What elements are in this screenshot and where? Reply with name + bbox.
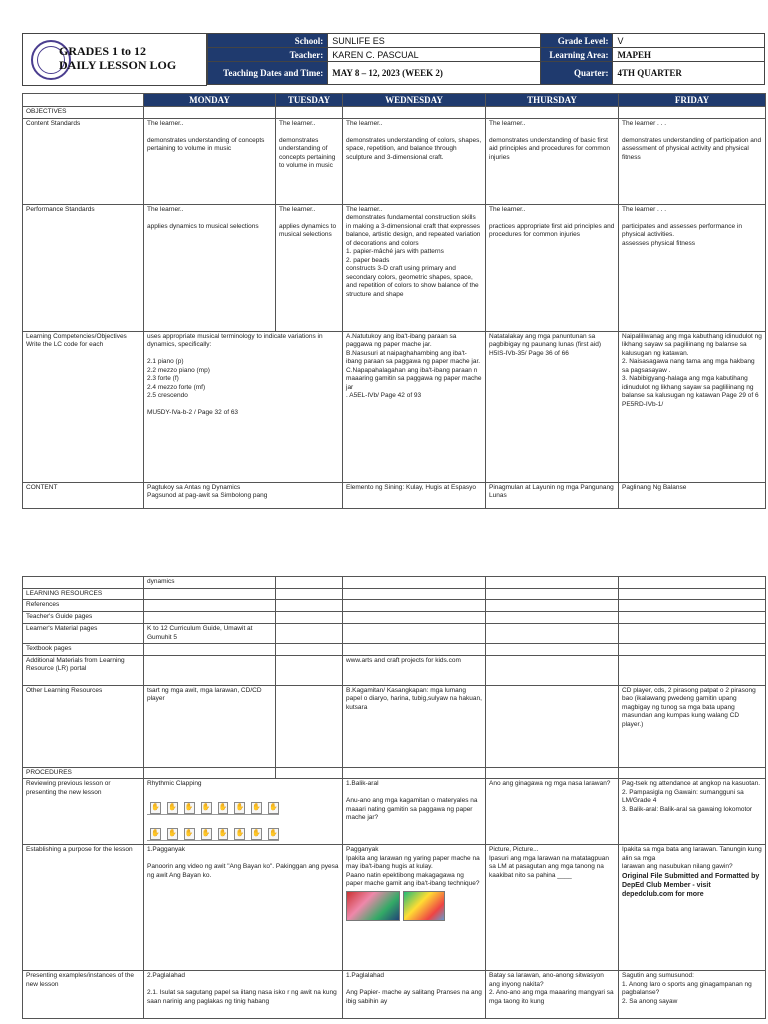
- reviewing-wednesday: 1.Balik-aral Anu-ano ang mga kagamitan o materyales na maaari nating gamitin sa paggawa ng paper mache jar?: [343, 779, 486, 845]
- content-standards-thursday: The learner.. demonstrates understanding of basic first aid principles and procedures for common injuries: [486, 118, 619, 204]
- hand-clap-icon: ✋: [150, 802, 161, 814]
- performance-standards-tuesday: The learner.. applies dynamics to musical selections: [276, 204, 343, 331]
- grade-value: V: [613, 34, 765, 48]
- area-value: MAPEH: [613, 48, 765, 62]
- reviewing-thursday: Ano ang ginagawa ng mga nasa larawan?: [486, 779, 619, 845]
- performance-standards-thursday: The learner.. practices appropriate first aid principles and procedures for common injuries: [486, 204, 619, 331]
- content-standards-wednesday: The learner.. demonstrates understanding of colors, shapes, space, repetition, and balance through sculpture and 3-dimensional craft.: [343, 118, 486, 204]
- performance-standards-friday: The learner . . . participates and assesses performance in physical activities. assesses physical fitness: [619, 204, 766, 331]
- hand-clap-icon: ✋: [268, 802, 279, 814]
- header: [22, 33, 765, 86]
- additional-materials-label: Additional Materials from Learning Resource (LR) portal: [23, 655, 144, 685]
- hand-clap-icon: ✋: [234, 828, 245, 840]
- depedclub-notice: Original File Submitted and Formatted by DepEd Club Member - visit depedclub.com for more: [622, 872, 760, 898]
- rhythm-row: [147, 792, 279, 815]
- rhythm-notation-image: [147, 792, 279, 840]
- content-friday: Paglinang Ng Balanse: [619, 482, 766, 508]
- hand-clap-icon: ✋: [218, 828, 229, 840]
- page-two: [0, 576, 768, 1024]
- performance-standards-wednesday: The learner.. demonstrates fundamental construction skills in making a 3-dimensional craft that expresses balance, artistic design, and repeated variation of decorations and colors 1. papier-mâché jars with patterns 2. paper beads constructs 3-D craft using primary and secondary colors, geometric shapes, space, and repetition of colors to show balance of the structure and shape: [343, 204, 486, 331]
- learners-material-monday: K to 12 Curriculum Guide, Umawit at Gumuhit 5: [144, 624, 276, 644]
- content-standards-monday: The learner.. demonstrates understanding of concepts pertaining to volume in music: [144, 118, 276, 204]
- header-info-table: [207, 33, 765, 85]
- day-header-thursday: THURSDAY: [486, 94, 619, 107]
- reviewing-friday: Pag-tsek ng attendance at angkop na kasuotan. 2. Pampasigla ng Gawain: sumangguni sa LM/Grade 4 3. Balik-aral: Balik-aral sa gawaing lokomotor: [619, 779, 766, 845]
- dll-grid-page1: [22, 93, 766, 509]
- hand-clap-icon: ✋: [218, 802, 229, 814]
- performance-standards-monday: The learner.. applies dynamics to musical selections: [144, 204, 276, 331]
- day-header-tuesday: TUESDAY: [276, 94, 343, 107]
- quarter-label: Quarter:: [541, 62, 613, 85]
- references-label: References: [23, 600, 144, 612]
- purpose-friday-text: Ipakita sa mga bata ang larawan. Tanungin kung alin sa mga larawan ang nasubukan nilang gawin?: [622, 846, 762, 870]
- competencies-monday-tuesday: uses appropriate musical terminology to indicate variations in dynamics, specifically: 2.1 piano (p) 2.2 mezzo piano (mp) 2.3 forte (f) 2.4 mezzo forte (mf) 2.5 crescendo MU5DY-IVa-b-2 / Page 32 of 63: [144, 331, 343, 482]
- day-header-friday: FRIDAY: [619, 94, 766, 107]
- purpose-monday: 1.Pagganyak Panoorin ang video ng awit "Ang Bayan ko". Pakinggan ang pyesa ng awit Ang Bayan ko.: [144, 845, 343, 971]
- textbook-label: Textbook pages: [23, 644, 144, 656]
- content-wednesday: Elemento ng Sining: Kulay, Hugis at Espasyo: [343, 482, 486, 508]
- hand-clap-icon: ✋: [251, 802, 262, 814]
- quarter-value: 4TH QUARTER: [613, 62, 765, 85]
- other-resources-friday: CD player, cds, 2 pirasong patpat o 2 pirasong bao (ikalawang pwedeng gamitin upang magbigay ng tunog sa mga bata upang masundan ang kumpas kung walang CD player.): [619, 685, 766, 767]
- content-continued: dynamics: [144, 577, 276, 589]
- dates-label: Teaching Dates and Time:: [208, 62, 328, 85]
- procedures-heading: PROCEDURES: [23, 767, 144, 779]
- purpose-friday: [619, 845, 766, 971]
- area-label: Learning Area:: [541, 48, 613, 62]
- paper-mache-jar-image: [403, 891, 445, 921]
- dates-value: MAY 8 – 12, 2023 (WEEK 2): [328, 62, 541, 85]
- hand-clap-icon: ✋: [268, 828, 279, 840]
- hand-clap-icon: ✋: [184, 828, 195, 840]
- grade-label: Grade Level:: [541, 34, 613, 48]
- purpose-thursday: Picture, Picture... Ipasuri ang mga larawan na matatagpuan sa LM at pasagutan ang mga tanong na kaakibat nito sa pahina ____: [486, 845, 619, 971]
- paper-mache-bowl-image: [346, 891, 400, 921]
- hand-clap-icon: ✋: [150, 828, 161, 840]
- content-standards-tuesday: The learner.. demonstrates understanding of concepts pertaining to volume in music: [276, 118, 343, 204]
- school-value: SUNLIFE ES: [328, 34, 541, 48]
- hand-clap-icon: ✋: [201, 802, 212, 814]
- deped-logo-box: [22, 33, 207, 86]
- hand-clap-icon: ✋: [167, 828, 178, 840]
- other-resources-monday: tsart ng mga awit, mga larawan, CD/CD player: [144, 685, 276, 767]
- hand-clap-icon: ✋: [251, 828, 262, 840]
- objectives-heading: OBJECTIVES: [23, 107, 144, 119]
- rhythmic-clapping-title: Rhythmic Clapping: [147, 780, 202, 787]
- learners-material-label: Learner's Material pages: [23, 624, 144, 644]
- hand-clap-icon: ✋: [234, 802, 245, 814]
- content-monday-tuesday: Pagtukoy sa Antas ng Dynamics Pagsunod at pag-awit sa Simbolong pang: [144, 482, 343, 508]
- hand-clap-icon: ✋: [167, 802, 178, 814]
- other-resources-wednesday: B.Kagamitan/ Kasangkapan: mga lumang papel o diaryo, harina, tubig,sulyaw na hakuan, kutsara: [343, 685, 486, 767]
- day-header-wednesday: WEDNESDAY: [343, 94, 486, 107]
- additional-materials-wednesday: www.arts and craft projects for kids.com: [343, 655, 486, 685]
- content-label: CONTENT: [23, 482, 144, 508]
- logo-title: GRADES 1 to 12: [59, 44, 147, 58]
- teachers-guide-label: Teacher's Guide pages: [23, 612, 144, 624]
- presenting-thursday: Batay sa larawan, ano-anong sitwasyon ang inyong nakita? 2. Ano-ano ang mga maaaring mangyari sa mga taong ito kung: [486, 971, 619, 1019]
- content-standards-label: Content Standards: [23, 118, 144, 204]
- rhythm-row: [147, 818, 279, 841]
- presenting-monday: 2.Paglalahad 2.1. Isulat sa sagutang papel sa iitang nasa isko r ng awit na kung saan narinig ang paglakas ng tinig habang: [144, 971, 343, 1019]
- performance-standards-label: Performance Standards: [23, 204, 144, 331]
- learning-resources-heading: LEARNING RESOURCES: [23, 588, 144, 600]
- presenting-wednesday: 1.Paglalahad Ang Papier- mache ay salitang Pranses na ang ibig sabihin ay: [343, 971, 486, 1019]
- other-resources-label: Other Learning Resources: [23, 685, 144, 767]
- reviewing-label: Reviewing previous lesson or presenting the new lesson: [23, 779, 144, 845]
- reviewing-monday: [144, 779, 343, 845]
- competencies-friday: Naipaliliwanag ang mga kabuthang idinudulot ng likhang sayaw sa pagiliinang ng balanse sa kalusugan ng katawan. 2. Naisasagawa nang tama ang mga hakbang sa pagsasayaw . 3. Nabibigyang-halaga ang mga kabutihang idinudulot ng likhang sayaw sa pagliliinang ng balanse sa kalusugan ng katawan Page 29 of 6 PE5RD-IVb-1/: [619, 331, 766, 482]
- page-gap: [0, 540, 768, 576]
- paper-mache-photos: [346, 891, 482, 921]
- presenting-friday: Sagutin ang sumusunod: 1. Anong laro o sports ang ginagampanan ng pagbalanse? 2. Sa anong sayaw: [619, 971, 766, 1019]
- dll-grid-page2: [22, 576, 766, 1019]
- presenting-label: Presenting examples/instances of the new lesson: [23, 971, 144, 1019]
- teacher-label: Teacher:: [208, 48, 328, 62]
- content-thursday: Pinagmulan at Layunin ng mga Pangunang Lunas: [486, 482, 619, 508]
- school-label: School:: [208, 34, 328, 48]
- competencies-thursday: Natatalakay ang mga panuntunan sa pagbibigay ng paunang lunas (first aid) H5IS-IVb-35/ Page 36 of 66: [486, 331, 619, 482]
- competencies-label: Learning Competencies/Objectives Write the LC code for each: [23, 331, 144, 482]
- purpose-wednesday-text: Pagganyak Ipakita ang larawan ng yaring paper mache na may iba't-ibang hugis at kulay. Paano natin epektibong makagagawa ng paper mache gamit ang iba't-ibang technique?: [346, 846, 480, 887]
- purpose-wednesday: [343, 845, 486, 971]
- day-header-monday: MONDAY: [144, 94, 276, 107]
- logo-subtitle: DAILY LESSON LOG: [59, 58, 177, 72]
- purpose-label: Establishing a purpose for the lesson: [23, 845, 144, 971]
- hand-clap-icon: ✋: [201, 828, 212, 840]
- hand-clap-icon: ✋: [184, 802, 195, 814]
- teacher-value: KAREN C. PASCUAL: [328, 48, 541, 62]
- competencies-wednesday: A.Natutukoy ang iba't-ibang paraan sa paggawa ng paper mache jar. B.Nasusuri at naipaghahambing ang iba't-ibang paraan sa paggawa ng paper mache jar. C.Napapahalagahan ang iba't-ibang paraan n maaaring gamitin sa paggawa ng paper mache jar . A5EL-IVb/ Page 42 of 93: [343, 331, 486, 482]
- content-standards-friday: The learner . . . demonstrates understanding of participation and assessment of physical activity and physical fitness: [619, 118, 766, 204]
